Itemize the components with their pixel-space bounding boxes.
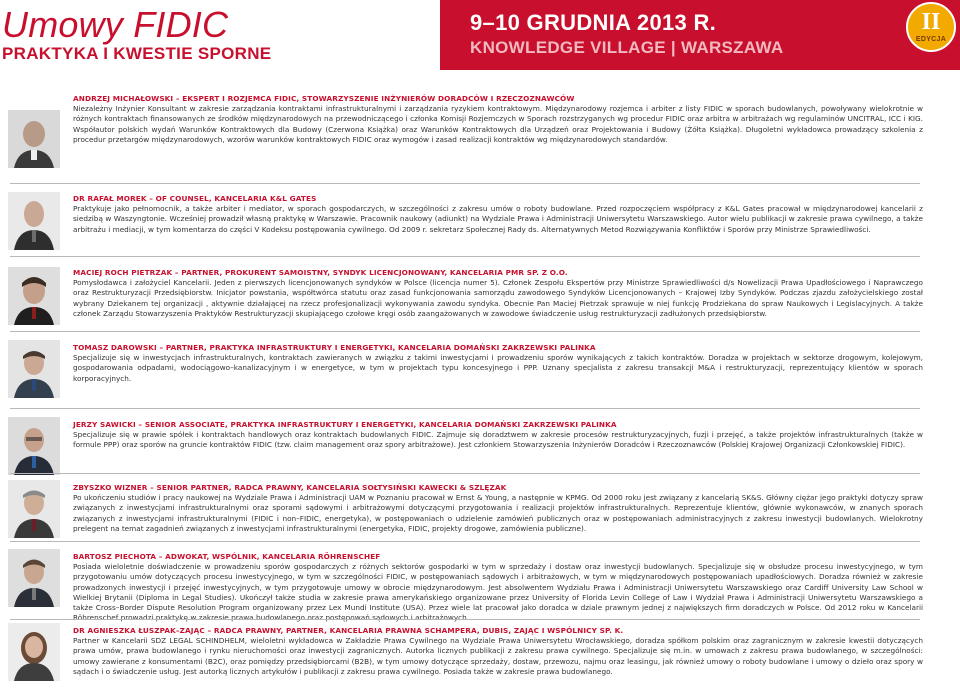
speaker-bio: Specjalizuje się w prawie spółek i kontraktach handlowych oraz kontraktach budowlanych FIDIC. Zajmuje się doradztwem w zakresie procesów restrukturyzacyjnych, fuzji i przejęć, a także projektów infrastrukturalnych (także w formule PPP) oraz sporów na gruncie kontraktów FIDIC (tzw. claim management oraz spory arbitrażowe). Jest członkiem Stowarzyszenia Inżynierów Doradców i Rzeczoznawców (Polskiej Krajowej Organizacji Członkowskiej FIDIC).	[73, 430, 923, 450]
divider	[10, 183, 920, 184]
speaker-bio: Po ukończeniu studiów i pracy naukowej na Wydziale Prawa i Administracji UAM w Poznaniu pracował w Ernst & Young, a następnie w KPMG. Od 2000 roku jest związany z kancelarią SK&S. Główny ciężar jego praktyki dotyczy spraw związanych z inwestycjami infrastrukturalnymi oraz sporami sądowymi i arbitrażowymi dotyczącymi przygotowania i realizacji projektów infrastrukturalnych. Reprezentuje klientów, głównie wykonawców, w znanych sporach związanych z inwestycjami infrastrukturalnymi (FIDIC i non–FIDIC, energetyka), w postępowaniach o udzielenie zamówień publicznych oraz w postępowaniach administracyjnych z zakresu inwestycji budowlanych. Wielokrotny prelegent na temat zagadnień związanych z inwestycjami infrastrukturalnymi (energetyka, FIDIC, projekty drogowe, zamówienia publiczne).	[73, 493, 923, 533]
event-date: 9–10 GRUDNIA 2013 R.	[470, 10, 717, 35]
speaker-name: ANDRZEJ MICHAŁOWSKI – EKSPERT I ROZJEMCA FIDIC, STOWARZYSZENIE INŻYNIERÓW DORADCÓW I RZECZOZNAWCÓW	[73, 94, 575, 103]
speaker-name: DR RAFAŁ MOREK – OF COUNSEL, KANCELARIA K&L GATES	[73, 194, 317, 203]
speaker-photo	[8, 267, 60, 325]
divider	[10, 408, 920, 409]
speaker-photo	[8, 549, 60, 607]
speaker-photo	[8, 340, 60, 398]
speaker-photo	[8, 417, 60, 475]
divider	[10, 331, 920, 332]
divider	[10, 619, 920, 620]
speaker-photo	[8, 623, 60, 681]
speaker-bio: Niezależny Inżynier Konsultant w zakresie zarządzania kontraktami infrastrukturalnymi i zarządzania ryzykiem kontraktowym. Międzynarodowy rozjemca i arbiter z listy FIDIC w sporach budowlanych, powoływany wielokrotnie w różnych kontraktach finansowanych ze środków międzynarodowych na przewodniczącego i członka Komisji Rozjemczych w Sporach rozstrzyganych wg procedur FIDIC oraz arbitra w arbitrażach wg regulaminów UNCITRAL, ICC i KIG. Współautor polskich wydań Warunków Kontraktowych dla Budowy (Czerwona Książka) oraz Warunków Kontraktowych dla Urządzeń oraz Projektowania i Budowy (Żółta Książka). Długoletni wykładowca prowadzący szkolenia z procedur przetargów międzynarodowych, wzorów warunków kontraktowych FIDIC oraz wymogów i zasad realizacji kontraktów wg międzynarodowych standardów.	[73, 104, 923, 144]
header-left	[0, 0, 440, 70]
speaker-photo	[8, 110, 60, 168]
edition-badge	[906, 2, 956, 52]
speaker-name: JERZY SAWICKI – SENIOR ASSOCIATE, PRAKTYKA INFRASTRUKTURY I ENERGETYKI, KANCELARIA DOMAŃSKI ZAKRZEWSKI PALINKA	[73, 420, 617, 429]
edition-number: II	[921, 9, 941, 35]
speaker-bio: Posiada wieloletnie doświadczenie w prowadzeniu sporów gospodarczych z różnych sektorów gospodarki w tym w sprzedaży i dostaw oraz inwestycji budowlanych. Specjalizuje się w obsłudze procesu inwestycyjnego, w tym przygotowaniu umów dotyczących procesu inwestycyjnego, w tym w szczególności FIDIC, w postępowaniach sądowych i arbitrażowych, w tym w międzynarodowych postępowaniach upadłościowych. Doradza również w zakresie prowadzonych inwestycji i przejęć inwestycyjnych, w tym przygotowuje umowy w obrocie międzynarodowym. Jest absolwentem Wydziału Prawa i Administracji Uniwersytetu Warszawskiego oraz Cardiff University Law School w Wielkiej Brytanii (Diploma in Legal Studies). Ukończył także studia w zakresie prawa amerykańskiego organizowane przez University of Florida Levin College of Law i Wydział Prawa i Administracji Uniwersytetu Warszawskiego a także Cross–Border Dispute Resolution Program organizowany przez Lex Mundi Institute (USA). Przez wiele lat pracował jako doradca w dziale prawnym jednej z największych firm doradczych w Polsce. Od 2012 roku w Kancelarii Röhrenschef prowadzi praktykę w zakresie prawa budowlanego oraz postępowań sądowych i arbitrażowych.	[73, 562, 923, 623]
speaker-name: DR AGNIESZKA ŁUSZPAK–ZAJĄC – RADCA PRAWNY, PARTNER, KANCELARIA PRAWNA SCHAMPERA, DUBIS, ZAJĄC I WSPÓLNICY SP. K.	[73, 626, 624, 635]
speaker-photo	[8, 480, 60, 538]
speaker-photo	[8, 192, 60, 250]
page-title: Umowy FIDIC	[2, 4, 229, 45]
speaker-bio: Partner w Kancelarii SDZ LEGAL SCHINDHELM, wieloletni wykładowca w Zakładzie Prawa Cywilnego na Wydziale Prawa Uniwersytetu Wrocławskiego, doradza spółkom polskim oraz zagranicznym w zakresie kwestii dotyczących prawa umów, prawa budowlanego i rynku nieruchomości oraz inwestycji zagranicznych. Autorka licznych publikacji z zakresu prawa cywilnego. Specjalizuje się m.in. w umowach z zakresu prawa budowlanego, w szczególności: umowy zawierane z konsumentami (B2C), oraz pomiędzy przedsiębiorcami (B2B), w tym umowy dotyczące sprzedaży, dostaw, przewozu, najmu oraz leasingu, jak również umowy o roboty budowlane i umowy o dzieło oraz spory w sądach i o świadczenie usług. Jest autorką licznych artykułów i publikacji z zakresu prawa cywilnego. Posiada także w zakresie prawa budowlanego.	[73, 636, 923, 676]
speaker-name: ZBYSZKO WIZNER – SENIOR PARTNER, RADCA PRAWNY, KANCELARIA SOŁTYSIŃSKI KAWECKI & SZLĘZAK	[73, 483, 507, 492]
page-header	[0, 0, 960, 70]
speaker-name: BARTOSZ PIECHOTA – ADWOKAT, WSPÓLNIK, KANCELARIA RÖHRENSCHEF	[73, 552, 381, 561]
speaker-bio: Praktykuje jako pełnomocnik, a także arbiter i mediator, w sporach gospodarczych, w szczególności z zakresu umów o roboty budowlane. Przed rozpoczęciem współpracy z K&L Gates pracował w międzynarodowej kancelarii z siedzibą w Waszyngtonie. Wcześniej prowadził własną praktykę w Warszawie. Pracownik naukowy (adiunkt) na Wydziale Prawa i Administracji Uniwersytetu Warszawskiego. Autor wielu publikacji w zakresie prawa cywilnego, a także arbitrażu i mediacji, w tym komentarza do części V Kodeksu postępowania cywilnego. Od 2009 r. sekretarz Społecznej Rady ds. Alternatywnych Metod Rozwiązywania Konfliktów i Sporów przy Ministrze Sprawiedliwości.	[73, 204, 923, 234]
divider	[10, 541, 920, 542]
edition-label: EDYCJA	[915, 36, 947, 43]
speaker-bio: Specjalizuje się w inwestycjach infrastrukturalnych, kontraktach zawieranych w związku z takimi inwestycjami i prowadzeniu sporów wynikających z takich kontraktów. Doradza w projektach w sektorze drogowym, kolejowym, gospodarowania odpadami, wodociągowo–kanalizacyjnym i w energetyce, w tym w projektach typu koncesyjnego i PPP. Uznany specjalista z zakresu transakcji M&A i restrukturyzacji, reprezentujący klientów w sporach korporacyjnych.	[73, 353, 923, 383]
speaker-bio: Pomysłodawca i założyciel Kancelarii. Jeden z pierwszych licencjonowanych syndyków w Polsce (licencja numer 5). Członek Zespołu Ekspertów przy Ministrze Sprawiedliwości d/s Nowelizacji Prawa Upadłościowego i Naprawczego oraz Restrukturyzacji Przedsiębiorstw. Inicjator powstania, współtwórca statutu oraz zasad funkcjonowania samorządu zawodowego Syndyków Licencjonowanych – Krajowej Izby Syndyków. Podczas zjazdu założycielskiego został wybrany Dziekanem tej organizacji , aktywnie działającej na rzecz profesjonalizacji wykonywania zawodu syndyka. Obecnie Pan Maciej Pietrzak sprawuje w niej funkcję Prodziekana do spraw Naukowych i Legislacyjnych. A także członek Zarządu Stowarzyszenia Praktyków Restrukturyzacji skupiającego czołowe kręgi osób zaangażowanych w zawodowe świadczenie usług restrukturyzacji zadłużonych przedsiębiorstw.	[73, 278, 923, 318]
divider	[10, 256, 920, 257]
speaker-name: TOMASZ DAROWSKI – PARTNER, PRAKTYKA INFRASTRUKTURY I ENERGETYKI, KANCELARIA DOMAŃSKI ZAKRZEWSKI PALINKA	[73, 343, 596, 352]
divider	[10, 473, 920, 474]
header-banner	[440, 0, 960, 70]
event-venue: KNOWLEDGE VILLAGE | WARSZAWA	[470, 38, 784, 57]
speaker-name: MACIEJ ROCH PIETRZAK – PARTNER, PROKURENT SAMOISTNY, SYNDYK LICENCJONOWANY, KANCELARIA PMR SP. Z O.O.	[73, 268, 568, 277]
page-subtitle: PRAKTYKA I KWESTIE SPORNE	[2, 44, 272, 63]
